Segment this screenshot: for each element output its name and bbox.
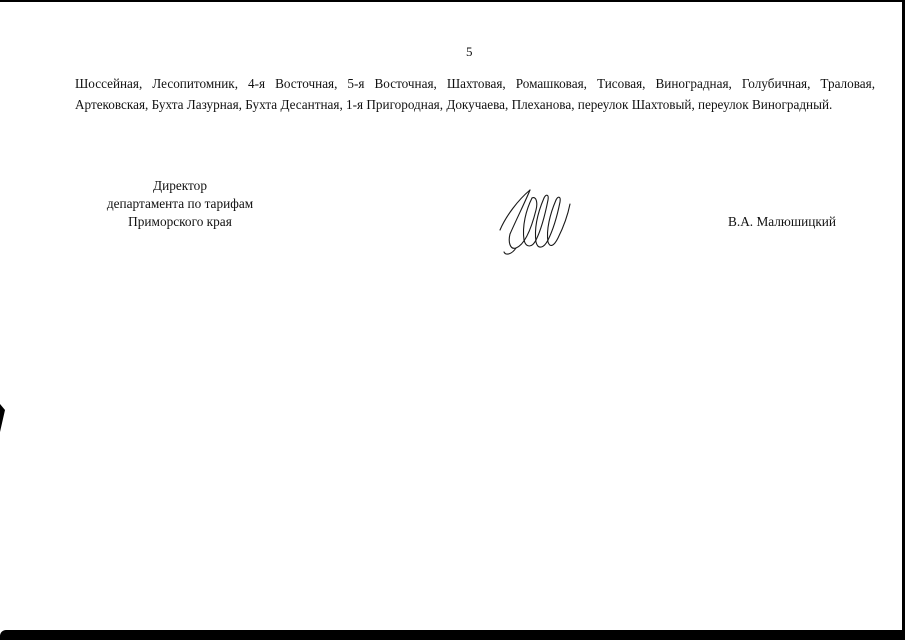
street-list-paragraph: Шоссейная, Лесопитомник, 4-я Восточная, 5-я Восточная, Шахтовая, Ромашковая, Тисовая, Виноградная, Голубичная, Траловая, Артековская, Бухта Лазурная, Бухта Десантная, 1-я Пригородная, Докучаева, Плеханова, переулок Шахтовый, переулок Виноградный.: [75, 76, 875, 112]
signatory-title-block: [80, 177, 280, 231]
scan-border-bottom: [0, 630, 905, 640]
signatory-department: департамента по тарифам: [106, 196, 254, 211]
signatory-position: Директор: [153, 178, 207, 193]
scan-border-top: [0, 0, 905, 4]
signer-name: В.А. Малюшицкий: [728, 214, 837, 229]
signatory-region: Приморского края: [128, 214, 232, 229]
scan-edge-mark: [0, 404, 5, 432]
page-number: 5: [466, 44, 473, 59]
handwritten-signature: [496, 186, 586, 258]
